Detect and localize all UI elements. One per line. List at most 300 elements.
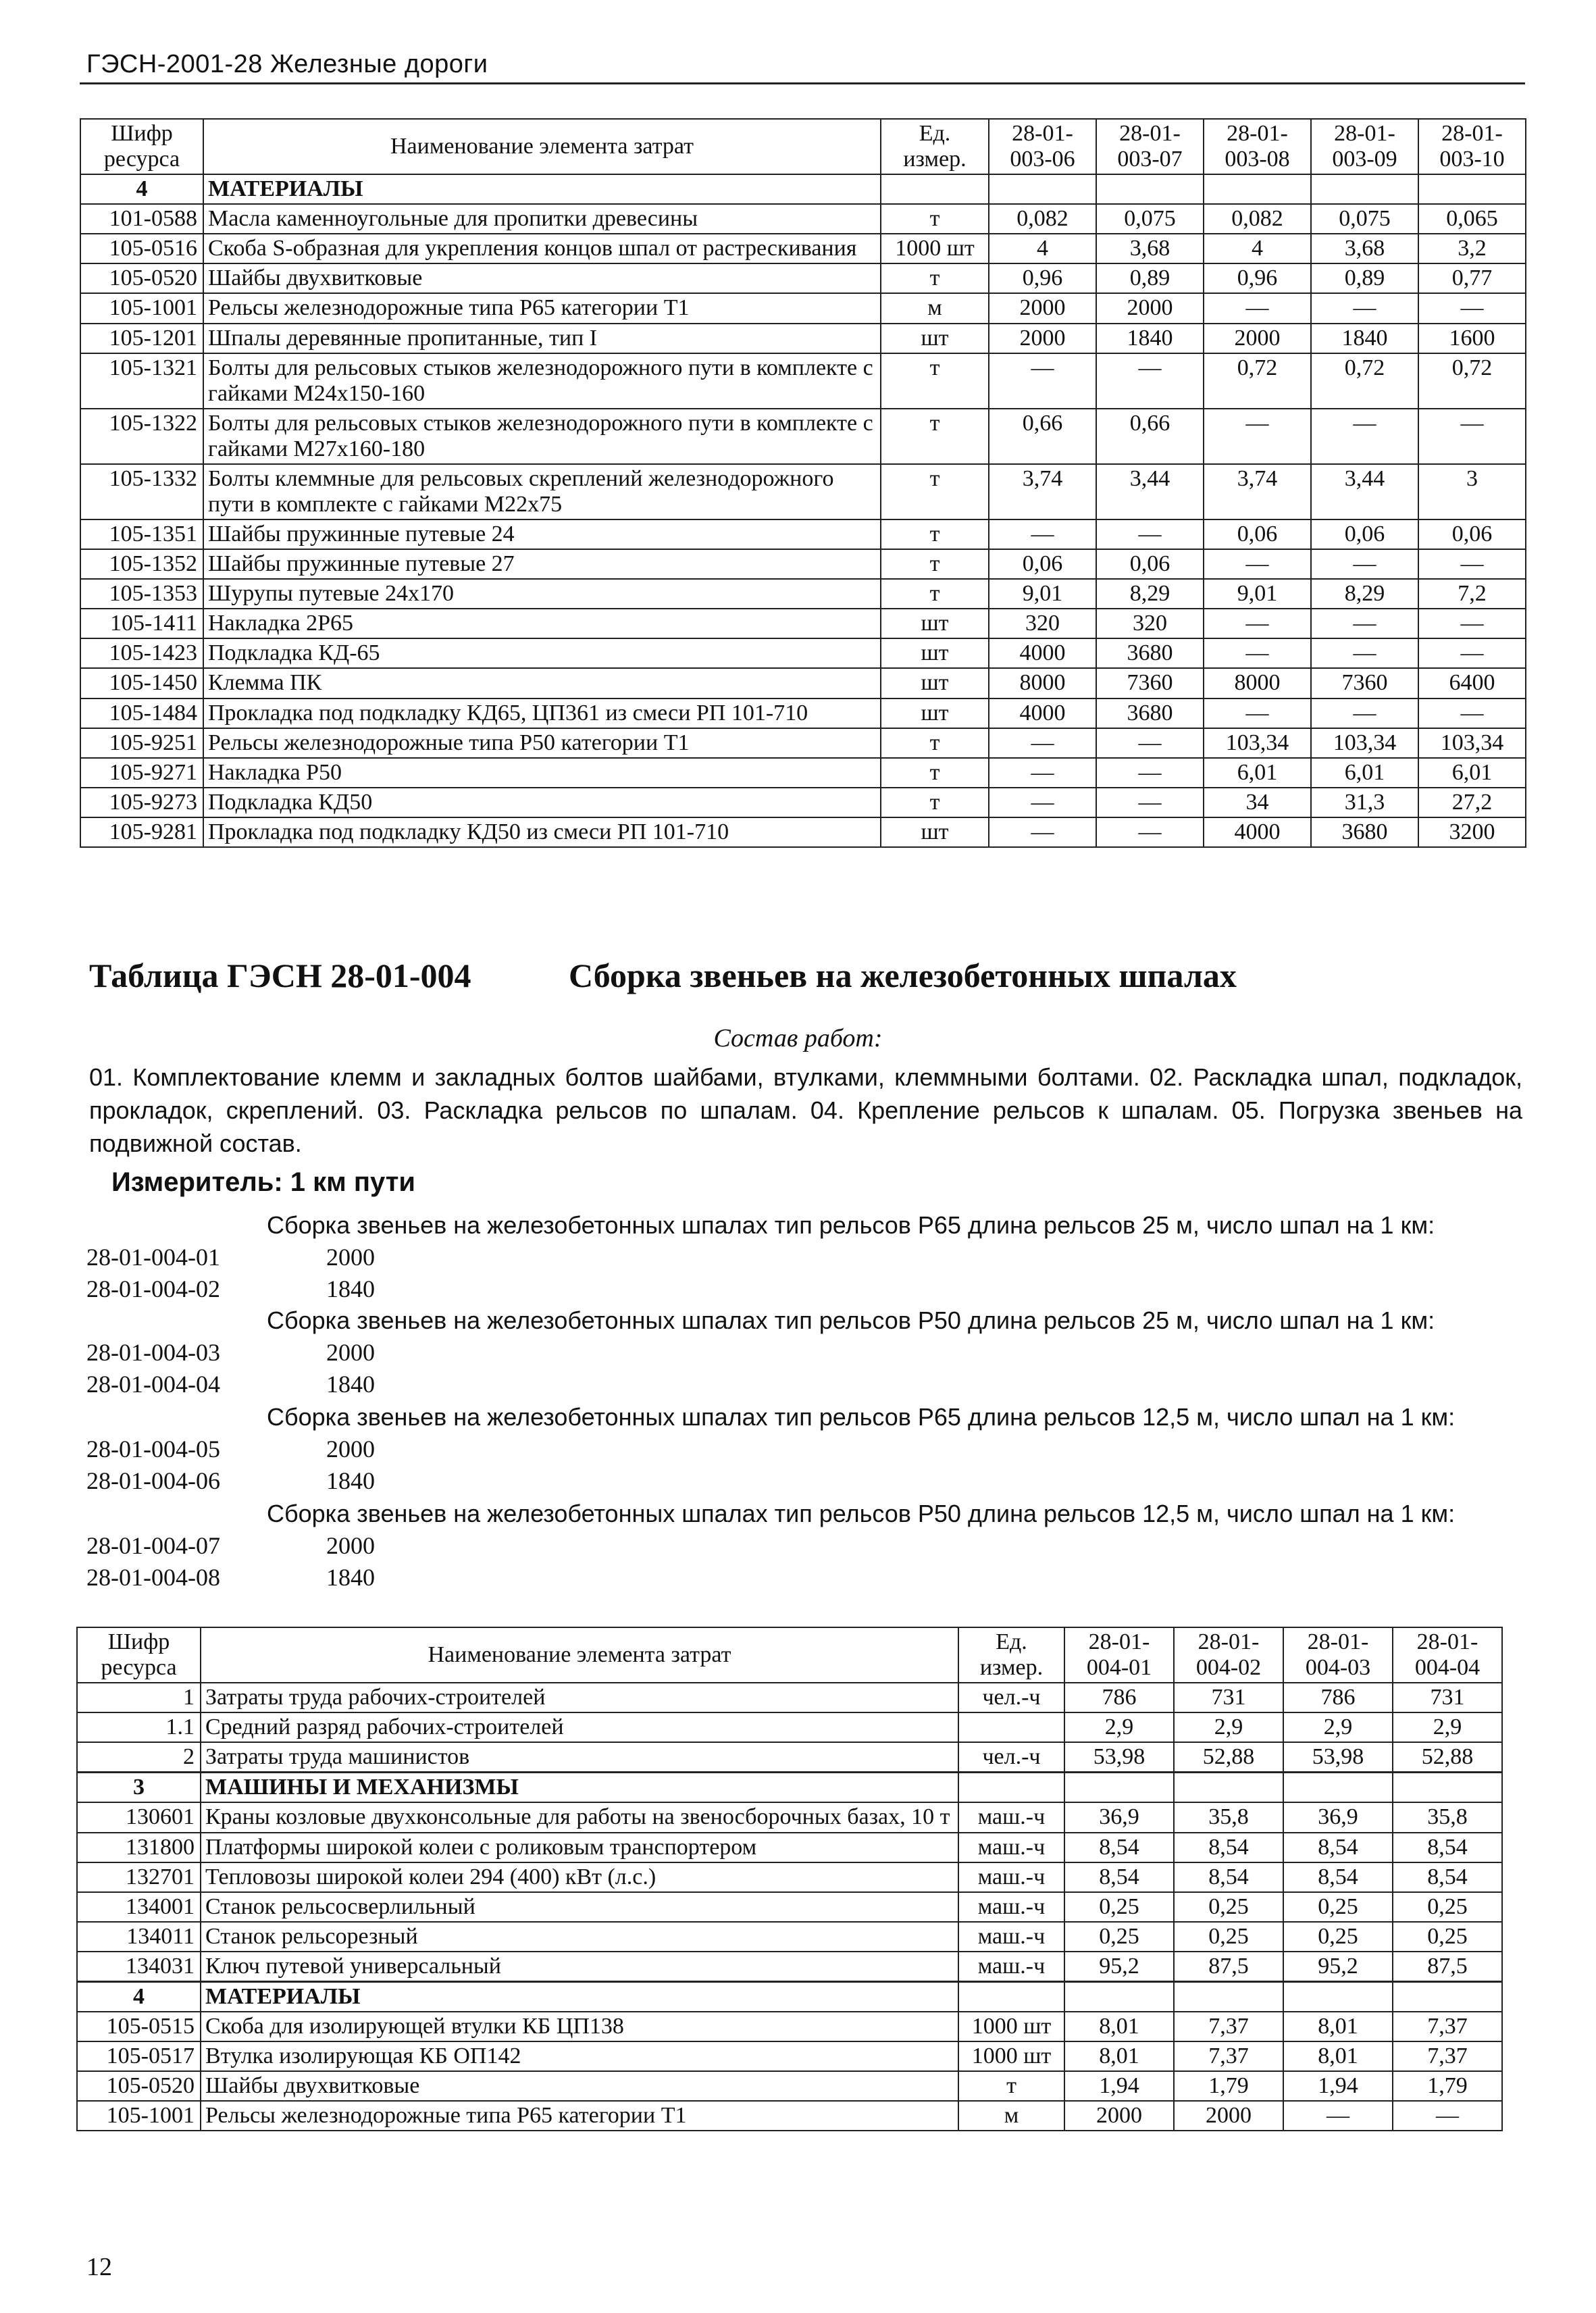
norm-value-cell xyxy=(1393,1981,1502,2012)
unit-cell: чел.-ч xyxy=(958,1742,1064,1773)
norm-value-cell: 103,34 xyxy=(1311,728,1418,758)
variant-code: 28-01-004-02 xyxy=(86,1275,220,1302)
unit-cell: шт xyxy=(881,609,989,638)
norm-value-cell: 8,54 xyxy=(1393,1833,1502,1862)
table-row xyxy=(77,2071,1502,2101)
unit-cell xyxy=(958,1981,1064,2012)
variant-value: 1840 xyxy=(326,1467,375,1494)
resource-name-cell: Подкладка КД-65 xyxy=(203,638,881,668)
norm-value-cell: 0,25 xyxy=(1393,1922,1502,1952)
norm-value-cell: 3,74 xyxy=(989,464,1096,519)
unit-cell: шт xyxy=(881,817,989,847)
norm-value-cell: 0,25 xyxy=(1064,1922,1174,1952)
norm-value-cell: 7,37 xyxy=(1174,2041,1283,2071)
unit-cell: маш.-ч xyxy=(958,1833,1064,1862)
norm-value-cell: 8,01 xyxy=(1283,2012,1393,2041)
norm-value-cell: 2,9 xyxy=(1174,1712,1283,1742)
norm-value-cell: — xyxy=(1096,817,1204,847)
resource-code-cell: 134031 xyxy=(77,1952,201,1982)
norm-value-cell: 320 xyxy=(989,609,1096,638)
norm-value-cell: — xyxy=(1311,409,1418,464)
norm-value-cell: 6,01 xyxy=(1418,758,1526,788)
unit-cell: т xyxy=(881,263,989,293)
resource-name-cell: Втулка изолирующая КБ ОП142 xyxy=(201,2041,958,2071)
resource-name-cell: Затраты труда рабочих-строителей xyxy=(201,1683,958,1712)
norm-value-cell: 36,9 xyxy=(1283,1802,1393,1832)
resource-name-cell: Прокладка под подкладку КД50 из смеси РП 101-710 xyxy=(203,817,881,847)
norm-value-cell: 4000 xyxy=(989,698,1096,728)
resource-name-cell: Шурупы путевые 24х170 xyxy=(203,579,881,609)
norm-value-cell: 7,37 xyxy=(1393,2041,1502,2071)
table-row xyxy=(77,1862,1502,1892)
resource-name-cell: МАШИНЫ И МЕХАНИЗМЫ xyxy=(201,1773,958,1803)
resource-name-cell: МАТЕРИАЛЫ xyxy=(203,174,881,204)
variant-code: 28-01-004-06 xyxy=(86,1467,220,1494)
resource-code-cell: 130601 xyxy=(77,1802,201,1832)
norm-value-cell xyxy=(989,174,1096,204)
table-row xyxy=(80,817,1526,847)
variant-description: Сборка звеньев на железобетонных шпалах тип рельсов Р50 длина рельсов 25 м, число шпал на 1 км: xyxy=(267,1306,1435,1334)
col-norm-header: 28-01-004-03 xyxy=(1283,1627,1393,1683)
norm-value-cell: — xyxy=(1096,788,1204,817)
norm-value-cell: 8,54 xyxy=(1174,1862,1283,1892)
norm-value-cell xyxy=(1418,174,1526,204)
norm-value-cell: 8,29 xyxy=(1311,579,1418,609)
table-header-row xyxy=(77,1627,1502,1683)
table-row xyxy=(77,1683,1502,1712)
norm-value-cell: 731 xyxy=(1393,1683,1502,1712)
table-row xyxy=(80,234,1526,263)
resource-code-cell: 105-0520 xyxy=(80,263,203,293)
resource-code-cell: 105-9273 xyxy=(80,788,203,817)
norm-value-cell: — xyxy=(1418,609,1526,638)
col-unit-header: Ед. измер. xyxy=(881,119,989,174)
norm-value-cell: 2,9 xyxy=(1064,1712,1174,1742)
norm-value-cell: 0,25 xyxy=(1174,1892,1283,1922)
unit-cell: шт xyxy=(881,668,989,698)
norm-value-cell: 6400 xyxy=(1418,668,1526,698)
norm-value-cell: 52,88 xyxy=(1174,1742,1283,1773)
unit-cell xyxy=(958,1712,1064,1742)
resource-code-cell: 105-1001 xyxy=(80,293,203,323)
norm-value-cell xyxy=(1283,1773,1393,1803)
variant-code: 28-01-004-07 xyxy=(86,1532,220,1559)
resource-name-cell: Болты для рельсовых стыков железнодорожного пути в комплекте с гайками М27х160-180 xyxy=(203,409,881,464)
norm-value-cell: — xyxy=(1311,609,1418,638)
resource-code-cell: 105-1351 xyxy=(80,519,203,549)
unit-cell xyxy=(881,174,989,204)
unit-cell: т xyxy=(881,464,989,519)
table-row xyxy=(80,698,1526,728)
variant-value: 2000 xyxy=(326,1339,375,1366)
resource-name-cell: Прокладка под подкладку КД65, ЦП361 из смеси РП 101-710 xyxy=(203,698,881,728)
variant-description: Сборка звеньев на железобетонных шпалах тип рельсов Р50 длина рельсов 12,5 м, число шпал на 1 км: xyxy=(267,1500,1456,1527)
table-row xyxy=(77,1833,1502,1862)
table-row xyxy=(77,1952,1502,1982)
variant-value: 1840 xyxy=(326,1275,375,1302)
norm-value-cell: 3,44 xyxy=(1096,464,1204,519)
norm-value-cell: 786 xyxy=(1283,1683,1393,1712)
table-row xyxy=(80,728,1526,758)
works-text: 01. Комплектование клемм и закладных болтов шайбами, втулками, клеммными болтами. 02. Раскладка шпал, подкладок, прокладок, скреплений. 03. Раскладка рельсов по шпалам. 04. Крепление рельсов к шпалам. 05. Погрузка звеньев на подвижной состав. xyxy=(89,1063,1522,1157)
resource-code-cell: 105-0516 xyxy=(80,234,203,263)
resource-name-cell: Болты клеммные для рельсовых скреплений железнодорожного пути в комплекте с гайками М22х75 xyxy=(203,464,881,519)
resource-name-cell: Шайбы пружинные путевые 27 xyxy=(203,549,881,579)
table-row xyxy=(80,638,1526,668)
resource-name-cell: Краны козловые двухконсольные для работы на звеносборочных базах, 10 т xyxy=(201,1802,958,1832)
unit-cell xyxy=(958,1773,1064,1803)
col-norm-header: 28-01-003-06 xyxy=(989,119,1096,174)
norm-value-cell: 0,06 xyxy=(1418,519,1526,549)
unit-cell: м xyxy=(881,293,989,323)
resource-code-cell: 105-0517 xyxy=(77,2041,201,2071)
norm-value-cell: — xyxy=(1204,698,1311,728)
variant-value: 2000 xyxy=(326,1244,375,1271)
col-name-header: Наименование элемента затрат xyxy=(203,119,881,174)
norm-value-cell: — xyxy=(1418,409,1526,464)
table-row xyxy=(80,549,1526,579)
norm-value-cell: — xyxy=(989,788,1096,817)
norm-value-cell: 53,98 xyxy=(1064,1742,1174,1773)
variant-value: 2000 xyxy=(326,1435,375,1463)
resource-name-cell: Средний разряд рабочих-строителей xyxy=(201,1712,958,1742)
table-row xyxy=(77,2012,1502,2041)
resource-name-cell: Платформы широкой колеи с роликовым транспортером xyxy=(201,1833,958,1862)
norm-value-cell: 31,3 xyxy=(1311,788,1418,817)
variant-code: 28-01-004-03 xyxy=(86,1339,220,1366)
norm-value-cell: 3 xyxy=(1418,464,1526,519)
norm-value-cell: 7360 xyxy=(1096,668,1204,698)
unit-cell: т xyxy=(881,579,989,609)
norm-value-cell: 3,74 xyxy=(1204,464,1311,519)
norm-value-cell: 1840 xyxy=(1311,324,1418,353)
norm-value-cell: 3,2 xyxy=(1418,234,1526,263)
page-number: 12 xyxy=(86,2253,112,2281)
norm-value-cell: 3200 xyxy=(1418,817,1526,847)
norm-value-cell: 95,2 xyxy=(1064,1952,1174,1982)
unit-cell: м xyxy=(958,2101,1064,2131)
resource-code-cell: 105-1423 xyxy=(80,638,203,668)
norm-value-cell: 7,37 xyxy=(1174,2012,1283,2041)
unit-cell: маш.-ч xyxy=(958,1922,1064,1952)
norm-value-cell: 8000 xyxy=(989,668,1096,698)
resource-name-cell: Станок рельсосверлильный xyxy=(201,1892,958,1922)
norm-value-cell: 95,2 xyxy=(1283,1952,1393,1982)
resource-name-cell: Рельсы железнодорожные типа Р65 категории Т1 xyxy=(201,2101,958,2131)
norm-value-cell: 4 xyxy=(989,234,1096,263)
unit-cell: 1000 шт xyxy=(958,2012,1064,2041)
resource-name-cell: Станок рельсорезный xyxy=(201,1922,958,1952)
norm-value-cell: 0,25 xyxy=(1283,1892,1393,1922)
variant-value: 1840 xyxy=(326,1371,375,1398)
resource-name-cell: Клемма ПК xyxy=(203,668,881,698)
norm-value-cell: — xyxy=(1418,293,1526,323)
table-row xyxy=(80,609,1526,638)
norm-value-cell: — xyxy=(1311,549,1418,579)
norm-value-cell: 7,2 xyxy=(1418,579,1526,609)
resource-name-cell: Накладка Р50 xyxy=(203,758,881,788)
table-header-row xyxy=(80,119,1526,174)
col-norm-header: 28-01-004-02 xyxy=(1174,1627,1283,1683)
table-row xyxy=(80,519,1526,549)
col-norm-header: 28-01-003-09 xyxy=(1311,119,1418,174)
norm-value-cell: 0,082 xyxy=(1204,204,1311,234)
table-row xyxy=(80,788,1526,817)
norm-value-cell: 53,98 xyxy=(1283,1742,1393,1773)
resource-code-cell: 4 xyxy=(77,1981,201,2012)
table-row xyxy=(80,293,1526,323)
norm-value-cell: 3680 xyxy=(1311,817,1418,847)
resource-code-cell: 105-1353 xyxy=(80,579,203,609)
norm-value-cell: 8,54 xyxy=(1393,1862,1502,1892)
resource-code-cell: 105-1411 xyxy=(80,609,203,638)
norm-value-cell: 8,01 xyxy=(1064,2012,1174,2041)
table-label: Таблица ГЭСН 28-01-004 xyxy=(89,957,471,994)
norm-value-cell: 0,89 xyxy=(1096,263,1204,293)
norm-value-cell: 0,72 xyxy=(1311,353,1418,409)
norm-value-cell: 87,5 xyxy=(1174,1952,1283,1982)
norm-value-cell: 2,9 xyxy=(1283,1712,1393,1742)
norm-value-cell: 3,44 xyxy=(1311,464,1418,519)
resource-name-cell: Подкладка КД50 xyxy=(203,788,881,817)
unit-cell: т xyxy=(881,204,989,234)
works-heading: Состав работ: xyxy=(713,1024,883,1052)
variant-description: Сборка звеньев на железобетонных шпалах тип рельсов Р65 длина рельсов 25 м, число шпал на 1 км: xyxy=(267,1211,1435,1239)
norm-value-cell: 87,5 xyxy=(1393,1952,1502,1982)
resources-table-003 xyxy=(80,118,1526,848)
norm-value-cell: 0,96 xyxy=(989,263,1096,293)
norm-value-cell: 8,54 xyxy=(1064,1862,1174,1892)
table-row xyxy=(77,1802,1502,1832)
table-row xyxy=(77,2041,1502,2071)
norm-value-cell xyxy=(1174,1981,1283,2012)
col-norm-header: 28-01-004-01 xyxy=(1064,1627,1174,1683)
norm-value-cell: 2000 xyxy=(989,324,1096,353)
resource-name-cell: Скоба для изолирующей втулки КБ ЦП138 xyxy=(201,2012,958,2041)
resource-code-cell: 105-1450 xyxy=(80,668,203,698)
norm-value-cell: 35,8 xyxy=(1174,1802,1283,1832)
table-row xyxy=(80,324,1526,353)
norm-value-cell: — xyxy=(989,519,1096,549)
resource-code-cell: 105-0515 xyxy=(77,2012,201,2041)
resource-code-cell: 105-1201 xyxy=(80,324,203,353)
variant-value: 2000 xyxy=(326,1532,375,1559)
unit-cell: т xyxy=(881,409,989,464)
unit-cell: маш.-ч xyxy=(958,1802,1064,1832)
table-row xyxy=(77,1922,1502,1952)
unit-cell: шт xyxy=(881,638,989,668)
norm-value-cell: 0,25 xyxy=(1064,1892,1174,1922)
norm-value-cell: 6,01 xyxy=(1311,758,1418,788)
section-row xyxy=(77,1981,1502,2012)
norm-value-cell: 320 xyxy=(1096,609,1204,638)
resource-code-cell: 101-0588 xyxy=(80,204,203,234)
unit-cell: т xyxy=(881,788,989,817)
norm-value-cell: — xyxy=(1096,353,1204,409)
table-row xyxy=(80,668,1526,698)
norm-value-cell: — xyxy=(1311,293,1418,323)
norm-value-cell: 2000 xyxy=(1096,293,1204,323)
norm-value-cell: 2000 xyxy=(1174,2101,1283,2131)
header-rule xyxy=(80,82,1525,84)
norm-value-cell: 3,68 xyxy=(1096,234,1204,263)
norm-value-cell xyxy=(1096,174,1204,204)
norm-value-cell: 8,01 xyxy=(1283,2041,1393,2071)
norm-value-cell: 8,54 xyxy=(1283,1862,1393,1892)
unit-cell: 1000 шт xyxy=(958,2041,1064,2071)
unit-cell: маш.-ч xyxy=(958,1892,1064,1922)
resource-name-cell: Масла каменноугольные для пропитки древесины xyxy=(203,204,881,234)
resource-name-cell: Ключ путевой универсальный xyxy=(201,1952,958,1982)
measure-unit: Измеритель: 1 км пути xyxy=(111,1167,415,1197)
norm-value-cell xyxy=(1393,1773,1502,1803)
norm-value-cell: 52,88 xyxy=(1393,1742,1502,1773)
resource-code-cell: 105-0520 xyxy=(77,2071,201,2101)
norm-value-cell: 8,54 xyxy=(1283,1833,1393,1862)
norm-value-cell: 6,01 xyxy=(1204,758,1311,788)
norm-value-cell: 0,25 xyxy=(1393,1892,1502,1922)
norm-value-cell: 0,06 xyxy=(1311,519,1418,549)
unit-cell: т xyxy=(881,519,989,549)
norm-value-cell: — xyxy=(1204,638,1311,668)
resource-code-cell: 1.1 xyxy=(77,1712,201,1742)
norm-value-cell: 0,96 xyxy=(1204,263,1311,293)
norm-value-cell: 0,66 xyxy=(1096,409,1204,464)
norm-value-cell: 8,01 xyxy=(1064,2041,1174,2071)
norm-value-cell: 1600 xyxy=(1418,324,1526,353)
norm-value-cell: 0,06 xyxy=(989,549,1096,579)
col-name-header: Наименование элемента затрат xyxy=(201,1627,958,1683)
norm-value-cell: — xyxy=(1204,609,1311,638)
norm-value-cell: — xyxy=(1393,2101,1502,2131)
variant-value: 1840 xyxy=(326,1564,375,1591)
norm-value-cell: 0,065 xyxy=(1418,204,1526,234)
resource-name-cell: Болты для рельсовых стыков железнодорожного пути в комплекте с гайками М24х150-160 xyxy=(203,353,881,409)
norm-value-cell: — xyxy=(1418,549,1526,579)
norm-value-cell: 34 xyxy=(1204,788,1311,817)
col-norm-header: 28-01-004-04 xyxy=(1393,1627,1502,1683)
resource-name-cell: Шайбы двухвитковые xyxy=(203,263,881,293)
resource-code-cell: 105-1322 xyxy=(80,409,203,464)
resources-table-004 xyxy=(76,1627,1503,2131)
norm-value-cell: — xyxy=(1311,638,1418,668)
norm-value-cell: 0,66 xyxy=(989,409,1096,464)
norm-value-cell: 3680 xyxy=(1096,698,1204,728)
unit-cell: шт xyxy=(881,324,989,353)
norm-value-cell: 0,72 xyxy=(1204,353,1311,409)
norm-value-cell: — xyxy=(1204,409,1311,464)
norm-value-cell: 0,06 xyxy=(1204,519,1311,549)
resource-name-cell: МАТЕРИАЛЫ xyxy=(201,1981,958,2012)
norm-value-cell: — xyxy=(1096,519,1204,549)
unit-cell: шт xyxy=(881,698,989,728)
unit-cell: т xyxy=(958,2071,1064,2101)
section-row xyxy=(80,174,1526,204)
norm-value-cell: 1,94 xyxy=(1283,2071,1393,2101)
norm-value-cell xyxy=(1064,1981,1174,2012)
norm-value-cell: 1,79 xyxy=(1174,2071,1283,2101)
unit-cell: т xyxy=(881,728,989,758)
norm-value-cell: 7360 xyxy=(1311,668,1418,698)
col-norm-header: 28-01-003-10 xyxy=(1418,119,1526,174)
resource-code-cell: 2 xyxy=(77,1742,201,1773)
unit-cell: т xyxy=(881,549,989,579)
norm-value-cell: 0,06 xyxy=(1096,549,1204,579)
norm-value-cell: 0,075 xyxy=(1311,204,1418,234)
table-row xyxy=(77,1712,1502,1742)
norm-value-cell: — xyxy=(989,817,1096,847)
resource-code-cell: 105-1352 xyxy=(80,549,203,579)
unit-cell: т xyxy=(881,758,989,788)
norm-value-cell: 0,89 xyxy=(1311,263,1418,293)
unit-cell: 1000 шт xyxy=(881,234,989,263)
norm-value-cell: 731 xyxy=(1174,1683,1283,1712)
norm-value-cell: 8,29 xyxy=(1096,579,1204,609)
variant-code: 28-01-004-01 xyxy=(86,1244,220,1271)
norm-value-cell: 1,79 xyxy=(1393,2071,1502,2101)
norm-value-cell: 4000 xyxy=(989,638,1096,668)
resource-code-cell: 105-1484 xyxy=(80,698,203,728)
variant-code: 28-01-004-04 xyxy=(86,1371,220,1398)
variant-code: 28-01-004-05 xyxy=(86,1435,220,1463)
table-row xyxy=(80,204,1526,234)
resource-name-cell: Шайбы пружинные путевые 24 xyxy=(203,519,881,549)
norm-value-cell: 27,2 xyxy=(1418,788,1526,817)
table-row xyxy=(80,353,1526,409)
resource-code-cell: 3 xyxy=(77,1773,201,1803)
norm-value-cell: — xyxy=(989,353,1096,409)
resource-name-cell: Рельсы железнодорожные типа Р65 категории Т1 xyxy=(203,293,881,323)
norm-value-cell: 0,082 xyxy=(989,204,1096,234)
norm-value-cell: 8,54 xyxy=(1064,1833,1174,1862)
table-row xyxy=(80,409,1526,464)
norm-value-cell: 36,9 xyxy=(1064,1802,1174,1832)
resource-name-cell: Скоба S-образная для укрепления концов шпал от растрескивания xyxy=(203,234,881,263)
resource-code-cell: 131800 xyxy=(77,1833,201,1862)
resource-name-cell: Шайбы двухвитковые xyxy=(201,2071,958,2101)
col-code-header: Шифр ресурса xyxy=(77,1627,201,1683)
norm-value-cell: — xyxy=(1418,638,1526,668)
norm-value-cell: 8,54 xyxy=(1174,1833,1283,1862)
resource-code-cell: 1 xyxy=(77,1683,201,1712)
unit-cell: чел.-ч xyxy=(958,1683,1064,1712)
resource-code-cell: 105-1001 xyxy=(77,2101,201,2131)
resource-name-cell: Шпалы деревянные пропитанные, тип I xyxy=(203,324,881,353)
norm-value-cell: 0,72 xyxy=(1418,353,1526,409)
norm-value-cell: — xyxy=(989,758,1096,788)
norm-value-cell: 103,34 xyxy=(1418,728,1526,758)
norm-value-cell: — xyxy=(1096,728,1204,758)
norm-value-cell: 9,01 xyxy=(1204,579,1311,609)
table-row xyxy=(77,2101,1502,2131)
norm-value-cell xyxy=(1064,1773,1174,1803)
norm-value-cell: — xyxy=(1204,293,1311,323)
resource-code-cell: 105-1332 xyxy=(80,464,203,519)
norm-value-cell xyxy=(1311,174,1418,204)
norm-value-cell xyxy=(1283,1981,1393,2012)
norm-value-cell: — xyxy=(1204,549,1311,579)
running-header: ГЭСН-2001-28 Железные дороги xyxy=(86,50,488,78)
resource-code-cell: 4 xyxy=(80,174,203,204)
norm-value-cell: — xyxy=(1283,2101,1393,2131)
unit-cell: маш.-ч xyxy=(958,1952,1064,1982)
norm-value-cell: 0,25 xyxy=(1174,1922,1283,1952)
resource-code-cell: 134001 xyxy=(77,1892,201,1922)
norm-value-cell: — xyxy=(1418,698,1526,728)
resource-code-cell: 105-1321 xyxy=(80,353,203,409)
norm-value-cell: 4000 xyxy=(1204,817,1311,847)
table-row xyxy=(77,1892,1502,1922)
